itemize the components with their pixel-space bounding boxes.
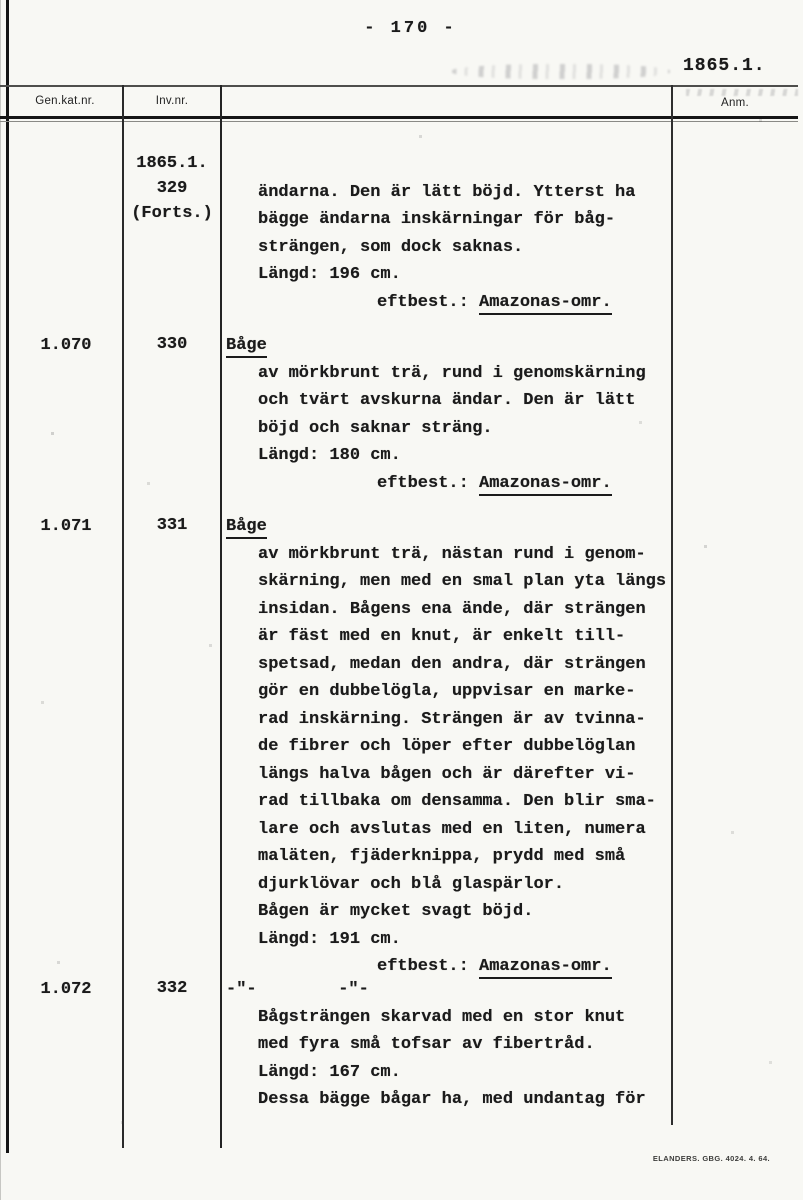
collection-number: 1865.1. <box>683 56 766 76</box>
entry-text-line: längs halva bågen och är därefter vi- <box>258 764 636 784</box>
inv-nr: (Forts.) <box>131 204 213 223</box>
entry-text-line: insidan. Bågens ena ände, där strängen <box>258 599 646 619</box>
entry-text-line: med fyra små tofsar av fibertråd. <box>258 1035 595 1054</box>
eftbest-label: eftbest.: <box>377 957 480 976</box>
entry-text-line: Längd: 196 cm. <box>258 265 401 284</box>
inv-nr: 331 <box>156 516 188 535</box>
entry-text-line: ändarna. Den är lätt böjd. Ytterst ha <box>258 182 636 202</box>
entry-text-line: strängen, som dock saknas. <box>258 237 524 257</box>
left-margin-rule <box>6 0 9 1153</box>
entry-text-line: maläten, fjäderknippa, prydd med små <box>258 847 626 866</box>
entry-text-line: Längd: 167 cm. <box>258 1062 401 1082</box>
inv-nr: 329 <box>156 179 188 198</box>
entry-text-line: av mörkbrunt trä, rund i genomskärning <box>258 363 646 383</box>
table-header-rule <box>0 116 798 119</box>
entry-title <box>226 332 267 360</box>
table-top-rule <box>0 85 798 87</box>
eftbest-line <box>377 470 612 498</box>
entry-title-text: Båge <box>226 336 267 358</box>
printer-footer: ELANDERS. GBG. 4024. 4. 64. <box>652 1154 770 1163</box>
entry-text-line: är fäst med en knut, är enkelt till- <box>258 627 626 646</box>
entry-text-line: gör en dubbelögla, uppvisar en marke- <box>258 682 636 701</box>
entry-text-line: Bågsträngen skarvad med en stor knut <box>258 1007 626 1027</box>
entry-text-line: av mörkbrunt trä, nästan rund i genom- <box>258 544 646 564</box>
scan-scratch-marks <box>686 89 798 96</box>
entry-title <box>226 513 267 541</box>
entry-text-line: Längd: 180 cm. <box>258 446 401 465</box>
column-header-inv-nr: Inv.nr. <box>155 95 189 107</box>
inv-nr: 332 <box>156 979 188 998</box>
column-header-anm: Anm. <box>720 97 750 109</box>
eftbest-line <box>377 289 612 317</box>
entry-text-line: spetsad, medan den andra, där strängen <box>258 654 646 674</box>
entry-text-line: skärning, men med en smal plan yta längs <box>258 572 667 591</box>
entry-text-line: djurklövar och blå glaspärlor. <box>258 874 565 894</box>
inv-nr: 330 <box>156 335 188 354</box>
eftbest-line <box>377 953 612 981</box>
entry-text-line: rad inskärning. Strängen är av tvinna- <box>258 709 646 729</box>
scan-noise-specks <box>0 0 1 1</box>
gen-kat-nr: 1.071 <box>40 517 92 536</box>
entry-text-line: lare och avslutas med en liten, numera <box>258 819 646 839</box>
page-number: - 170 - <box>364 19 457 38</box>
ink-smudge <box>452 64 670 79</box>
eftbest-label: eftbest.: <box>377 292 480 312</box>
entry-text-line: Dessa bägge bågar ha, med undantag för <box>258 1090 646 1109</box>
entry-title-text: -"- -"- <box>226 980 369 999</box>
entry-text-line: rad tillbaka om densamma. Den blir sma- <box>258 792 656 811</box>
entry-text-line: de fibrer och löper efter dubbelöglan <box>258 737 636 756</box>
entry-text-line: bägge ändarna inskärningar för båg- <box>258 210 616 229</box>
eftbest-label: eftbest.: <box>377 473 480 493</box>
entry-text-line: Längd: 191 cm. <box>258 929 401 949</box>
entry-text-line: Bågen är mycket svagt böjd. <box>258 902 534 921</box>
entry-title <box>226 976 369 1004</box>
inv-nr: 1865.1. <box>136 154 208 173</box>
column-header-gen-kat-nr: Gen.kat.nr. <box>35 95 95 107</box>
eftbest-region: Amazonas-omr. <box>479 957 612 979</box>
entry-text-line: böjd och saknar sträng. <box>258 418 493 438</box>
table-header-rule-thin <box>0 121 798 122</box>
page-edge-line <box>0 0 1 1200</box>
eftbest-region: Amazonas-omr. <box>479 474 612 496</box>
gen-kat-nr: 1.072 <box>40 980 92 999</box>
eftbest-region: Amazonas-omr. <box>479 293 612 315</box>
gen-kat-nr: 1.070 <box>40 336 92 355</box>
entry-text-line: och tvärt avskurna ändar. Den är lätt <box>258 391 636 410</box>
entry-title-text: Båge <box>226 517 267 539</box>
column-rule-3 <box>671 85 673 1125</box>
